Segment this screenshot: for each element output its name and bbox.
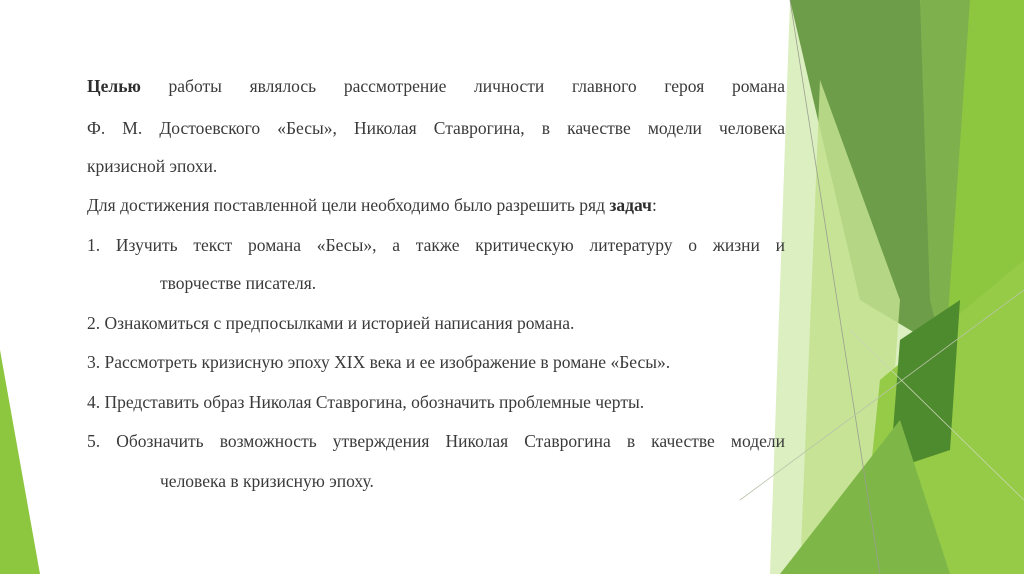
goal-line-1 (87, 76, 785, 97)
goal-line-3: кризисной эпохи. (87, 156, 218, 176)
task-1-line-1: 1. Изучить текст романа «Бесы», а также критическую литературу о жизни и (87, 235, 785, 255)
tasks-bold-word: задач (609, 195, 652, 215)
task-5-line-1: 5. Обозначить возможность утверждения Николая Ставрогина в качестве модели (87, 431, 785, 451)
task-3: 3. Рассмотреть кризисную эпоху XIX века и ее изображение в романе «Бесы». (87, 352, 671, 372)
task-1-line-2: творчестве писателя. (160, 273, 317, 293)
task-5-line-2: человека в кризисную эпоху. (160, 471, 374, 491)
goal-bold-word: Целью (87, 76, 141, 96)
goal-line-2: Ф. М. Достоевского «Бесы», Николая Ставрогина, в качестве модели человека (87, 118, 785, 138)
task-2: 2. Ознакомиться с предпосылками и историей написания романа. (87, 313, 575, 333)
tasks-intro-text: Для достижения поставленной цели необходимо было разрешить ряд (87, 195, 610, 215)
tasks-intro (87, 195, 657, 216)
goal-line-1-text: работы являлось рассмотрение личности главного героя романа (140, 76, 785, 96)
tasks-intro-colon: : (651, 195, 657, 215)
task-4: 4. Представить образ Николая Ставрогина, обозначить проблемные черты. (87, 392, 645, 412)
